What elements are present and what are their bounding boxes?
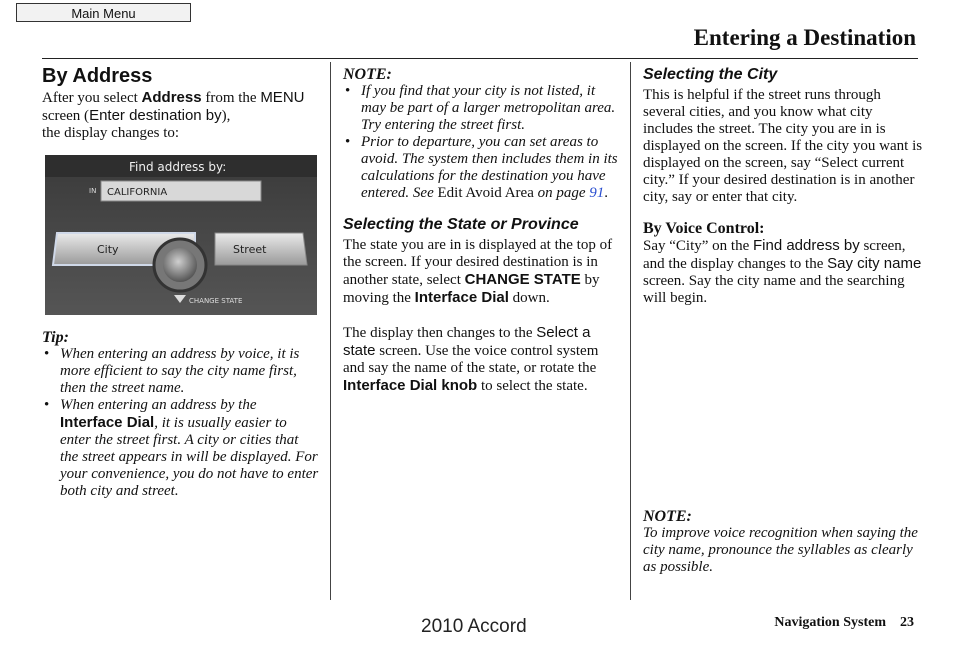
bottom-note [643,508,923,576]
screen-title: Find address by: [129,160,227,174]
column-divider [630,62,631,600]
note-label: NOTE: [643,508,692,525]
paragraph: The state you are in is displayed at the top of the screen. If your desired destination is in another state, select CHANGE STATE by moving the Interface Dial down. [343,237,613,306]
paragraph: This is helpful if the street runs through several cities, and you know what city includes the street. The city you are in is displayed on the screen. If the city you want is displayed on the screen, say “Select current city.” If your desired destination is in another city, say or enter that city. [643,87,923,205]
nav-screen-graphic [45,155,317,315]
list-item: • Prior to departure, you can set areas to avoid. The system then includes them in its calculations for the destination you have entered. See Edit Avoid Area on page 91. [343,134,619,202]
state-tag: IN [89,187,97,195]
state-value: CALIFORNIA [107,187,168,198]
find-address-screenshot [45,155,317,315]
change-state-label: CHANGE STATE [189,297,243,305]
main-menu-button[interactable]: Main Menu [16,3,191,22]
column-left [42,66,320,500]
footer-page-info: Navigation System 23 [774,615,914,630]
section-heading: Selecting the State or Province [343,216,579,233]
watermark: 2010 Accord [421,616,527,637]
city-label: City [97,243,119,256]
column-right [643,66,923,307]
page-title: Entering a Destination [693,25,916,50]
paragraph: Say “City” on the Find address by screen, and the display changes to the Say city name screen. Say the city name and the searching will begin. [643,237,922,306]
intro-paragraph: After you select Address from the MENU screen (Enter destination by), the display changes to: [42,89,305,141]
voice-heading: By Voice Control: [643,220,765,237]
tip-label: Tip: [42,329,69,346]
column-middle [343,66,619,395]
list-item: • When entering an address by voice, it is more efficient to say the city name first, then the street name. [42,346,320,397]
header-divider [42,58,918,59]
page-number: 23 [900,615,914,630]
note-list [343,83,619,202]
page-link[interactable]: 91 [589,185,605,201]
list-item: • If you find that your city is not listed, it may be part of a larger metropolitan area. Try entering the street first. [343,83,619,134]
tip-list [42,346,320,500]
column-divider [330,62,331,600]
paragraph: The display then changes to the Select a state screen. Use the voice control system and say the name of the state, or rotate the Interface Dial knob to select the state. [343,324,599,394]
note-text: To improve voice recognition when saying the city name, pronounce the syllables as clearly as possible. [643,525,918,575]
list-item: • When entering an address by the Interface Dial, it is usually easier to enter the street first. A city or cities that the street appears in will be displayed. For your convenience, you do not have to enter both city and street. [42,397,320,500]
street-label: Street [233,243,267,256]
interface-dial-knob [163,248,197,282]
note-label: NOTE: [343,66,392,83]
section-heading: By Address [42,65,153,87]
section-heading: Selecting the City [643,66,778,83]
